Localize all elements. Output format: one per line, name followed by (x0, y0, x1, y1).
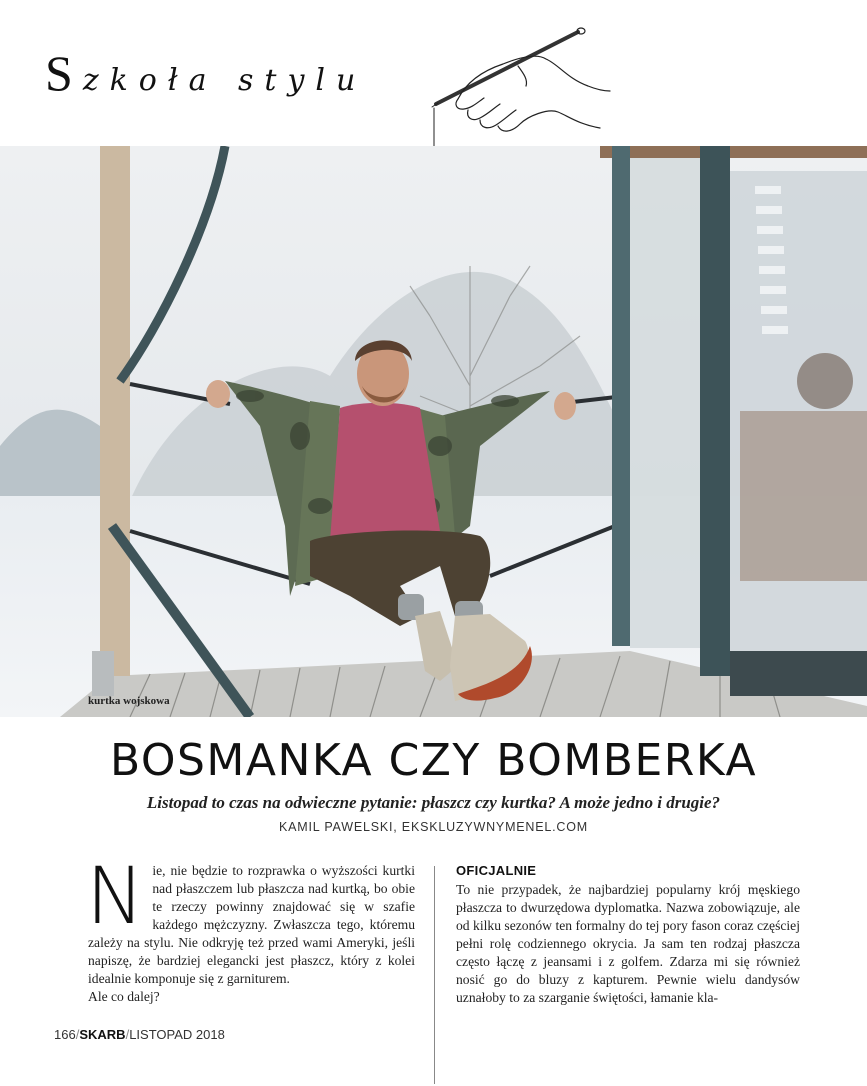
photo-caption: kurtka wojskowa (88, 695, 170, 707)
body-paragraph: To nie przypadek, że najbardziej popularny krój męskiego płaszcza to dwurzędowa dyplomatka. Nazwa zobowiązuje, ale od kilku sezonów ten formalny do tej pory fason coraz częściej pełni rolę codziennego okrycia. Ja sam ten rodzaj płaszcza często łączę z jeansami i z golfem. Zdarza mi się również nosić go do bluzy z kapturem. Pewnie wielu dandysów uznałoby to za szarganie świętości, łamanie kla- (456, 882, 800, 1005)
page-number: 166 (54, 1027, 76, 1042)
footer-separator-2: / (125, 1027, 130, 1042)
section-title-rest: zkoła stylu (82, 63, 367, 98)
section-title-initial: S (45, 45, 73, 101)
article-column-left (86, 852, 415, 1006)
article-headline (0, 735, 867, 786)
page-footer (54, 1027, 225, 1042)
section-header (0, 0, 867, 146)
hand-with-pencil-icon (428, 24, 618, 146)
intro-closing: Ale co dalej? (88, 989, 160, 1004)
intro-paragraph: ie, nie będzie to rozprawka o wyższości kurtki nad płaszczem lub płaszcza nad kurtką, bo obie te rzeczy powinny znajdować się w szafie każdego mężczyzny. Zwłaszcza tego, któremu zależy na stylu. Nie odkryję też przed wami Ameryki, jeśli napiszę, że bardziej elegancki jest płaszcz, który z kolei idealnie komponuje się z garniturem. (88, 863, 415, 986)
footer-separator: / (75, 1027, 80, 1042)
magazine-name: SKARB (79, 1027, 126, 1042)
column-divider (434, 866, 435, 1084)
headline-text: BOSMANKA CZY BOMBERKA (109, 735, 758, 786)
hero-photo (0, 146, 867, 717)
section-title (45, 44, 366, 102)
article-column-right (456, 862, 800, 1007)
article-byline: KAMIL PAWELSKI, EKSKLUZYWNYMENEL.COM (279, 820, 588, 834)
section-subhead: OFICJALNIE (456, 863, 537, 878)
article-standfirst: Listopad to czas na odwieczne pytanie: płaszcz czy kurtka? A może jedno i drugie? (146, 793, 721, 812)
drop-cap: N (86, 852, 145, 942)
issue-date: LISTOPAD 2018 (129, 1027, 225, 1042)
photo-illustration (0, 146, 867, 717)
